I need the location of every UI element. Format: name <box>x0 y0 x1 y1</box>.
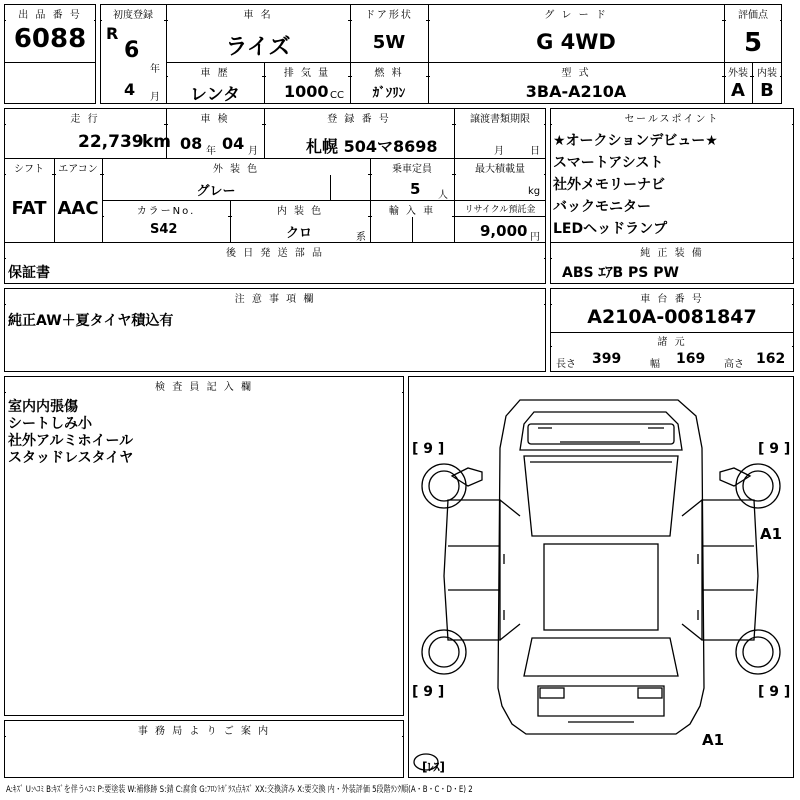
transfer-deadline-label: 譲渡書類期限 <box>456 110 544 125</box>
score-label: 評価点 <box>726 6 780 21</box>
max-load-label: 最大積載量 <box>456 160 544 175</box>
height: 162 <box>756 351 786 367</box>
transfer-day-unit: 日 <box>530 146 540 157</box>
exterior-label: 外装 <box>726 64 750 79</box>
recycle-fee: 9,000 <box>480 222 528 240</box>
displacement-label: 排 気 量 <box>266 64 348 79</box>
grade: G 4WD <box>536 30 616 54</box>
tire-rear-left: [ 9 ] <box>412 684 445 700</box>
notes-label: 注 意 事 項 欄 <box>6 290 544 305</box>
lot-number-label: 出 品 番 号 <box>6 6 94 21</box>
sales-point-item: バックモニター <box>553 199 651 215</box>
air-conditioner: AAC <box>57 198 99 219</box>
damage-mark-right: A1 <box>760 525 783 543</box>
history: レンタ <box>190 85 240 105</box>
notes: 純正AW＋夏タイヤ積込有 <box>8 313 174 329</box>
inspection-year-unit: 年 <box>206 146 216 157</box>
car-name: ライズ <box>225 35 291 60</box>
displacement-unit: CC <box>330 90 344 101</box>
tire-rear-right: [ 9 ] <box>758 684 791 700</box>
interior-color-label: 内 装 色 <box>232 202 368 217</box>
interior-color-unit: 系 <box>356 232 366 243</box>
spare-tire: [ﾚｽ] <box>422 760 445 774</box>
interior-color: クロ <box>286 226 313 241</box>
car-name-label: 車 名 <box>168 6 348 21</box>
inspection-month: 04 <box>222 134 245 153</box>
dimensions-label: 諸 元 <box>552 333 792 348</box>
recycle-unit: 円 <box>530 232 540 243</box>
color-number: S42 <box>150 222 178 237</box>
grade-label: グ レ ー ド <box>430 6 722 21</box>
later-parts: 保証書 <box>8 265 50 281</box>
transfer-month-unit: 月 <box>494 146 504 157</box>
inspector-note: 室内内張傷 <box>8 399 78 415</box>
model-code: 3BA-A210A <box>525 82 627 101</box>
width: 169 <box>676 351 706 367</box>
genuine-equipment: ABS ｴｱB PS PW <box>562 265 679 281</box>
damage-mark-rear: A1 <box>702 731 725 749</box>
shift: FAT <box>11 198 47 219</box>
registration-number: 札幌 504マ8698 <box>306 137 438 156</box>
recycle-label: リサイクル預託金 <box>456 202 544 215</box>
capacity-unit: 人 <box>438 190 448 201</box>
era-mark: R <box>106 24 119 43</box>
inspection-label: 車 検 <box>168 110 262 125</box>
later-parts-label: 後 日 発 送 部 品 <box>6 244 544 259</box>
height-label: 高さ <box>724 359 744 370</box>
tire-front-right: [ 9 ] <box>758 441 791 457</box>
shift-label: シフト <box>6 160 52 175</box>
sales-points-label: セールスポイント <box>552 110 792 125</box>
chassis-label: 車 台 番 号 <box>552 290 792 305</box>
displacement: 1000 <box>284 82 329 101</box>
year-unit: 年 <box>150 64 160 75</box>
genuine-equipment-label: 純 正 装 備 <box>552 244 792 259</box>
inspector-note: シートしみ小 <box>8 416 92 432</box>
first-registration-month: 4 <box>124 80 136 99</box>
inspector-note: スタッドレスタイヤ <box>8 450 134 466</box>
mileage-unit: km <box>142 132 172 152</box>
mileage: 22,739 <box>78 132 144 152</box>
max-load-unit: kg <box>528 186 541 197</box>
door-type: 5W <box>372 32 406 53</box>
inspector-label: 検 査 員 記 入 欄 <box>6 378 402 393</box>
registration-label: 登 録 番 号 <box>266 110 452 125</box>
legend: A:ｷｽﾞ U:ﾍｺﾐ B:ｷｽﾞを伴うﾍｺﾐ P:要塗装 W:補修跡 S:錆 C:腐食 G:ﾌﾛﾝﾄｶﾞﾗｽ点ｷｽﾞ XX:交換済み X:要交換 内・外装評価 5段階ﾗﾝｸ順(A・B・C・D・E) 2 <box>6 785 473 795</box>
sales-point-item: 社外メモリーナビ <box>553 177 665 193</box>
lot-number: 6088 <box>13 24 87 54</box>
exterior-color: グレー <box>196 184 236 199</box>
ac-label: エアコン <box>56 160 100 175</box>
score: 5 <box>743 28 763 58</box>
capacity: 5 <box>410 180 421 198</box>
color-number-label: カラーNo. <box>104 202 228 217</box>
chassis-number: A210A-0081847 <box>587 306 757 328</box>
capacity-label: 乗車定員 <box>372 160 452 175</box>
fuel-label: 燃 料 <box>352 64 426 79</box>
import-label: 輸 入 車 <box>372 202 452 217</box>
inspection-month-unit: 月 <box>248 146 258 157</box>
first-registration-year: 6 <box>124 38 140 63</box>
door-type-label: ドア形状 <box>352 6 426 21</box>
mileage-label: 走 行 <box>6 110 164 125</box>
sales-point-item: LEDヘッドランプ <box>553 221 668 237</box>
interior-label: 内装 <box>754 64 780 79</box>
model-label: 型 式 <box>430 64 722 79</box>
length-label: 長さ <box>556 359 576 370</box>
sales-point-item: ★オークションデビュー★ <box>553 133 718 149</box>
fuel: ｶﾞｿﾘﾝ <box>372 86 406 101</box>
inspector-note: 社外アルミホイール <box>8 433 134 449</box>
tire-front-left: [ 9 ] <box>412 441 445 457</box>
width-label: 幅 <box>650 359 660 370</box>
inspection-year: 08 <box>180 134 203 153</box>
sales-point-item: スマートアシスト <box>553 155 664 171</box>
history-label: 車 歴 <box>168 64 262 79</box>
exterior-grade: A <box>731 80 745 101</box>
car-diagram <box>408 376 794 778</box>
exterior-color-label: 外 装 色 <box>104 160 368 175</box>
month-unit: 月 <box>150 92 160 103</box>
interior-grade: B <box>760 80 774 101</box>
first-registration-label: 初度登録 <box>102 6 164 21</box>
length: 399 <box>592 351 622 367</box>
office-label: 事 務 局 よ り ご 案 内 <box>6 722 402 737</box>
